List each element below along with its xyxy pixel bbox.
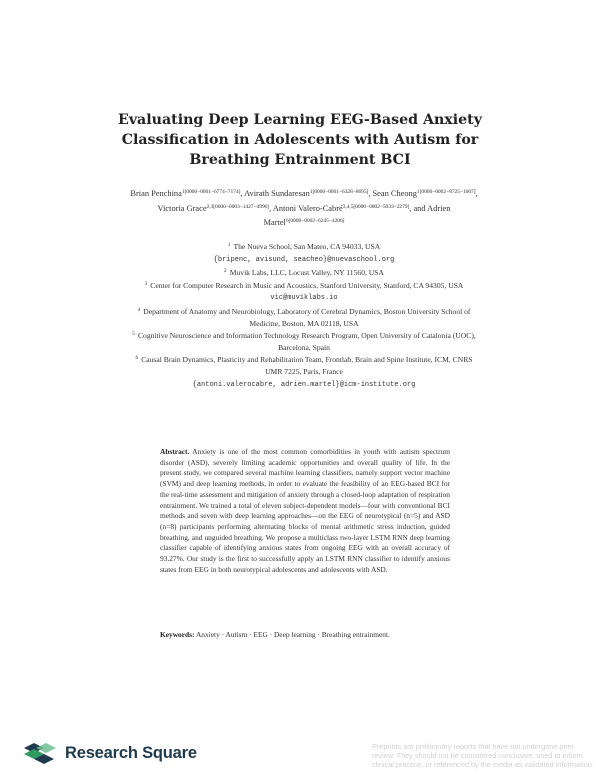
author-affiliation-marker: 2,3[0000−0003−1427−4996] xyxy=(206,203,270,210)
affiliation-item xyxy=(128,353,480,391)
paper-title: Evaluating Deep Learning EEG-Based Anxiety Classification in Adolescents with Autism for Breathing Entrainment BCI xyxy=(118,112,482,168)
affiliation-item xyxy=(128,240,480,266)
author-name: Adrien Martel xyxy=(263,203,451,228)
affiliation-number: 2 xyxy=(224,268,227,275)
preprint-disclaimer: Preprints are preliminary reports that have not undergone peer review. They should not be considered conclusive, used to inform clinical practice, or referenced by the media as validated information. xyxy=(372,742,594,769)
keywords xyxy=(160,630,450,641)
abstract xyxy=(160,447,450,575)
affiliation-text: The Nueva School, San Mateo, CA 94033, USA xyxy=(233,242,381,251)
brand-name: Research Square xyxy=(65,743,197,762)
research-square-logo[interactable] xyxy=(22,739,197,767)
affiliation-text: Cognitive Neuroscience and Information Technology Research Program, Open University of Catalonia (UOC), Barcelona, Spain xyxy=(137,331,476,352)
affiliation-text: Causal Brain Dynamics, Plasticity and Rehabilitation Team, Frontlab, Brain and Spine Institute, ICM, CNRS UMR 7225, Paris, France xyxy=(141,355,473,376)
affiliation-email[interactable]: vic@muviklabs.io xyxy=(270,294,338,303)
keywords-text: Anxiety · Autism · EEG · Deep learning · Breathing entrainment. xyxy=(195,630,390,639)
affiliation-item xyxy=(128,266,480,279)
affiliation-text: Department of Anatomy and Neurobiology, Laboratory of Cerebral Dynamics, Boston University School of Medicine, Boston, MA 02118, USA xyxy=(143,306,471,328)
author-list: Brian Penchina$^{1[0000-0001-6774-7174]}$, Avirath Sundaresan$^{1[0000-0001-6328-8695]}$, Sean Cheong$^{1[0000-0002-8725-1007]}$, Victoria Grace$^{2,3[0000-0003-1427-4996]}$, Antoni Valero-Cabré$^{3,4,5[0000-0002-5033-2279]}$, and Adrien Martel$^{6[0000-0002-6245-4206]}$ xyxy=(130,189,478,228)
affiliation-list xyxy=(128,240,480,391)
author-name: Sean Cheong xyxy=(372,189,417,198)
abstract-label: Abstract. xyxy=(160,447,190,456)
affiliation-email[interactable]: {bripenc, avisund, seacheo}@nuevaschool.org xyxy=(213,255,395,264)
keywords-label: Keywords: xyxy=(160,630,195,639)
affiliation-item xyxy=(128,329,480,353)
author-name: Brian Penchina xyxy=(130,189,182,198)
author-affiliation-marker: 1[0000−0002−8725−1007] xyxy=(416,189,476,195)
affiliation-text: Center for Computer Research in Music and Acoustics, Stanford University, Stanford, CA 94305, USA xyxy=(150,280,464,290)
author-name: Antoni Valero-Cabré xyxy=(272,203,343,213)
author-affiliation-marker: 6[0000−0002−6245−4206] xyxy=(285,218,345,225)
affiliation-item xyxy=(128,279,480,305)
affiliation-text: Muvik Labs, LLC, Locust Valley, NY 11560, USA xyxy=(229,268,384,278)
author-affiliation-marker: 1[0000−0001−6774−7174] xyxy=(181,189,241,195)
affiliation-number: 4 xyxy=(137,306,141,313)
author-affiliation-marker: 1[0000−0001−6328−8695] xyxy=(309,189,369,195)
affiliation-number: 3 xyxy=(144,280,148,287)
affiliation-number: 6 xyxy=(135,355,139,362)
affiliation-email[interactable]: {antoni.valerocabre, adrien.martel}@icm-institute.org xyxy=(192,380,416,389)
affiliation-number: 1 xyxy=(227,242,231,248)
author-name: Victoria Grace xyxy=(157,203,207,213)
affiliation-item xyxy=(128,305,480,329)
affiliation-number: 5 xyxy=(132,331,135,338)
research-square-logo-icon xyxy=(22,739,60,767)
author-name: Avirath Sundaresan xyxy=(244,189,310,198)
author-affiliation-marker: 3,4,5[0000−0002−5033−2279] xyxy=(342,203,410,210)
abstract-text: Anxiety is one of the most common comorbidities in youth with autism spectrum disorder (ASD), severely limiting academic opportunities and overall quality of life. In the present study, we compared several machine learning classifiers, namely support vector machine (SVM) and deep learning methods, in order to evaluate the feasibility of an EEG-based BCI for the real-time assessment and mitigation of anxiety through a closed-loop adaptation of respiration entrainment. We trained a total of eleven subject-dependent models—four with conventional BCI methods and seven with deep learning approaches—on the EEG of neurotypical (n=5) and ASD (n=8) participants performing alternating blocks of mental arithmetic stress induction, guided breathing, and unguided breathing. We propose a multiclass two-layer LSTM RNN deep learning classifier capable of identifying anxious states from ongoing EEG with an overall accuracy of 93.27%. Our study is the first to successfully apply an LSTM RNN classifier to identify anxious states from EEG in both neurotypical adolescents and adolescents with ASD. xyxy=(160,447,450,574)
